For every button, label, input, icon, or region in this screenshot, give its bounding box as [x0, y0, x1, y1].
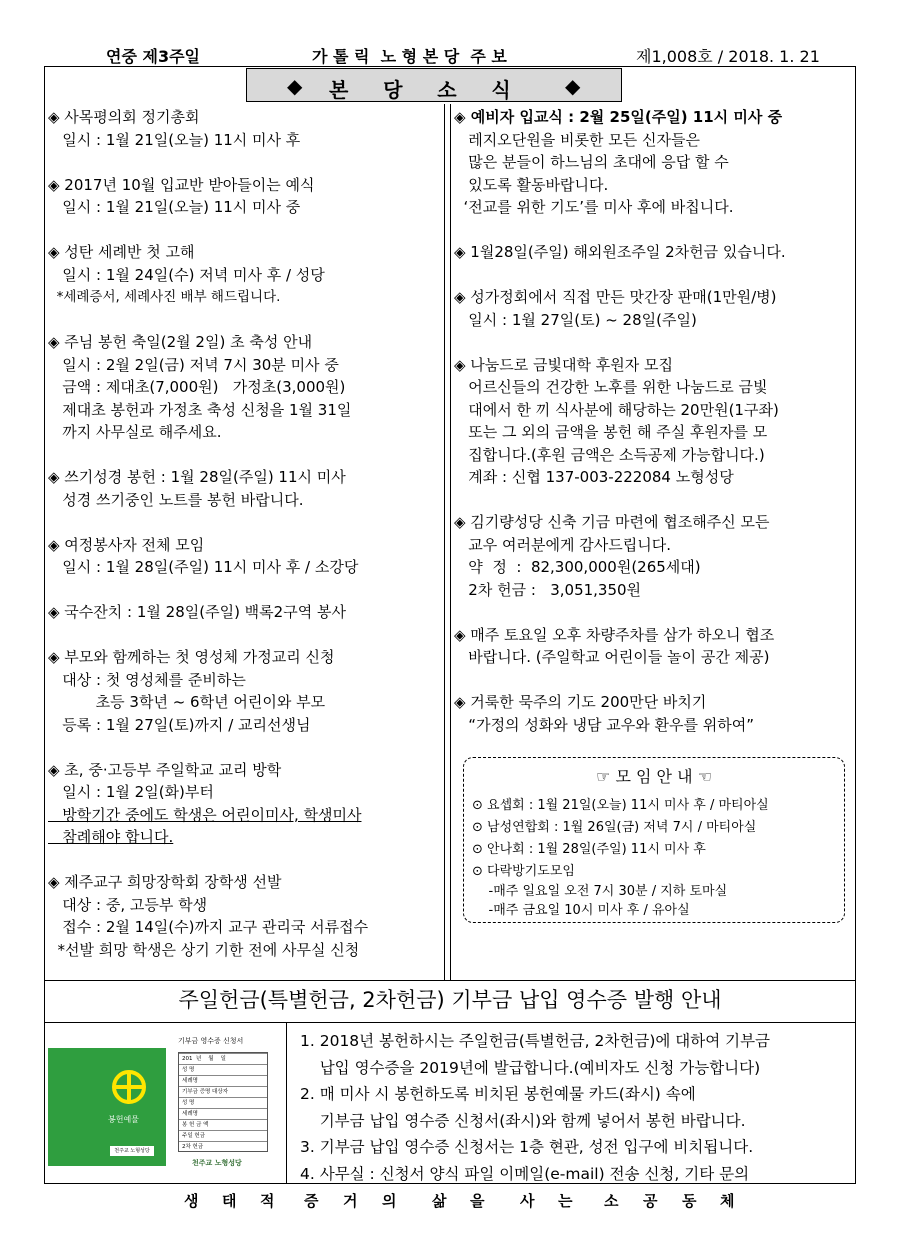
news-item-heading: ◈ 국수잔치 : 1월 28일(주일) 백록2구역 봉사: [48, 603, 346, 621]
news-item-heading: ◈ 제주교구 희망장학회 장학생 선발: [48, 873, 282, 891]
news-item-text: 접수 : 2월 14일(수)까지 교구 관리국 서류접수: [48, 918, 369, 936]
meeting-item: ⊙ 안나회 : 1월 28일(주일) 11시 미사 후: [472, 842, 706, 857]
diamond-icon: ◆: [287, 74, 303, 98]
form-row: 세례명: [179, 1075, 267, 1084]
news-item-text: 집합니다.(후원 금액은 소득공제 가능합니다.): [454, 445, 765, 464]
motto-character: 삶: [432, 1192, 447, 1210]
bulletin-title: 가 톨 릭 노 형 본 당 주 보: [312, 47, 507, 66]
news-item-heading: ◈ 성탄 세례반 첫 고해: [48, 243, 195, 261]
parish-news-banner: [246, 68, 622, 102]
motto-character: 사: [520, 1192, 535, 1210]
news-item-text: [454, 489, 854, 512]
section-divider: [44, 1022, 856, 1023]
liturgical-season: 연중 제3주일: [106, 47, 200, 66]
news-item-text: 등록 : 1월 27일(토)까지 / 교리선생님: [48, 715, 311, 734]
news-item-text: [454, 601, 854, 624]
offering-envelope-image: [48, 1048, 166, 1166]
news-item-text: [48, 849, 442, 872]
news-item-text: [454, 331, 854, 354]
news-item-text: 금액 : 제대초(7,000원) 가정초(3,000원): [48, 378, 346, 396]
news-item-text: [48, 511, 442, 534]
news-item-text: 일시 : 1월 2일(화)부터: [48, 783, 214, 801]
receipt-instruction: 기부금 납입 영수증 신청서(좌시)와 함께 넣어서 봉헌 바랍니다.: [300, 1111, 746, 1130]
form-row: 성 명: [179, 1064, 267, 1073]
news-item-text: 계좌 : 신협 137-003-222084 노형성당: [454, 468, 734, 486]
news-item-text: 어르신들의 건강한 노후를 위한 나눔드로 금빛: [454, 378, 768, 396]
news-item-text: 2차 헌금 : 3,051,350원: [454, 580, 642, 599]
form-row: 세례명: [179, 1108, 267, 1117]
motto-character: 생: [184, 1192, 199, 1210]
news-item-text: “가정의 성화와 냉담 교우와 환우를 위하여”: [454, 715, 755, 734]
column-divider: [450, 104, 451, 980]
news-item-text: 참례해야 합니다.: [48, 828, 174, 846]
form-row: 주일 헌금: [179, 1130, 267, 1139]
news-item-text: 제대초 봉헌과 가정초 축성 신청을 1월 31일: [48, 400, 352, 419]
news-item-heading: ◈ 1월28일(주일) 해외원조주일 2차헌금 있습니다.: [454, 243, 786, 261]
news-item-heading: ◈ 주님 봉헌 축일(2월 2일) 초 축성 안내: [48, 333, 313, 351]
motto-character: 공: [643, 1192, 658, 1210]
form-title: 기부금 영수증 신청서: [178, 1037, 244, 1045]
form-footer: 천주교 노형성당: [192, 1159, 242, 1167]
motto-character: 적: [260, 1192, 275, 1210]
receipt-instruction: 1. 2018년 봉헌하시는 주일헌금(특별헌금, 2차헌금)에 대하여 기부금: [300, 1032, 771, 1050]
envelope-parish-box: 천주교 노형성당: [110, 1146, 154, 1156]
meeting-item: -매주 금요일 10시 미사 후 / 유아실: [472, 903, 690, 918]
news-item-text: [48, 579, 442, 602]
section-divider: [44, 980, 856, 981]
news-item-text: [454, 264, 854, 287]
news-item-text: 많은 분들이 하느님의 초대에 응답 할 수: [454, 153, 729, 171]
news-item-text: [48, 151, 442, 174]
news-item-text: 대상 : 첫 영성체를 준비하는: [48, 670, 246, 689]
left-news-column: [48, 106, 442, 961]
receipt-instructions: [300, 1028, 770, 1187]
banner-title: 본 당 소 식: [329, 78, 511, 102]
column-divider: [444, 104, 445, 980]
form-row: 성 명: [179, 1097, 267, 1106]
meeting-item: -매주 일요일 오전 7시 30분 / 지하 토마실: [472, 884, 728, 899]
diamond-icon: ◆: [565, 74, 581, 98]
news-item-text: 일시 : 1월 24일(수) 저녁 미사 후 / 성당: [48, 265, 325, 284]
news-item-text: 대에서 한 끼 식사분에 해당하는 20만원(1구좌): [454, 400, 779, 419]
motto-character: 태: [222, 1192, 237, 1210]
receipt-instruction: 3. 기부금 납입 영수증 신청서는 1층 현관, 성전 입구에 비치됩니다.: [300, 1138, 754, 1156]
envelope-label: 봉헌예물: [108, 1115, 139, 1124]
news-item-text: [48, 219, 442, 242]
news-item-text: 교우 여러분에게 감사드립니다.: [454, 535, 671, 554]
news-item-text: [48, 736, 442, 759]
motto-character: 동: [682, 1192, 697, 1210]
news-item-text: 일시 : 1월 28일(주일) 11시 미사 후 / 소강당: [48, 558, 359, 576]
news-item-heading: ◈ 매주 토요일 오후 차량주차를 삼가 하오니 협조: [454, 625, 775, 644]
form-row: 201 년 월 일: [179, 1053, 267, 1062]
news-item-heading: ◈ 초, 중·고등부 주일학교 교리 방학: [48, 760, 282, 779]
news-item-heading: ◈ 예비자 입교식 : 2월 25일(주일) 11시 미사 중: [454, 108, 783, 126]
motto-character: 의: [382, 1192, 397, 1210]
news-item-text: 약 정 : 82,300,000원(265세대): [454, 558, 701, 576]
motto-character: 체: [720, 1192, 735, 1210]
news-item-text: [454, 219, 854, 242]
news-item-text: [48, 624, 442, 647]
receipt-instruction: 2. 매 미사 시 봉헌하도록 비치된 봉헌예물 카드(좌시) 속에: [300, 1085, 696, 1103]
issue-number: 제1,008호 / 2018. 1. 21: [636, 47, 820, 66]
news-item-text: [48, 444, 442, 467]
news-item-text: [454, 669, 854, 692]
right-news-column: [454, 106, 854, 736]
meeting-item: ⊙ 다락방기도모임: [472, 864, 575, 879]
news-item-text: 일시 : 1월 21일(오늘) 11시 미사 중: [48, 198, 301, 216]
news-item-heading: ◈ 부모와 함께하는 첫 영성체 가정교리 신청: [48, 648, 335, 666]
news-item-text: 일시 : 2월 2일(금) 저녁 7시 30분 미사 중: [48, 355, 339, 374]
news-item-text: 초등 3학년 ~ 6학년 어린이와 부모: [48, 693, 326, 711]
news-item-text: [48, 309, 442, 332]
news-item-heading: ◈ 여정봉사자 전체 모임: [48, 535, 205, 554]
motto-character: 증: [304, 1192, 319, 1210]
motto-character: 소: [604, 1192, 619, 1210]
meetings-title: ☞ 모 임 안 내 ☜: [596, 767, 712, 786]
meeting-item: ⊙ 남성연합회 : 1월 26일(금) 저녁 7시 / 마티아실: [472, 820, 757, 835]
news-item-text: 성경 쓰기중인 노트를 봉헌 바랍니다.: [48, 490, 304, 509]
news-item-text: *세례증서, 세례사진 배부 해드립니다.: [48, 289, 281, 305]
news-item-text: *선발 희망 학생은 상기 기한 전에 사무실 신청: [48, 940, 360, 959]
column-divider: [286, 1022, 287, 1184]
form-row: 기부금 증명 대상자: [179, 1086, 267, 1095]
news-item-heading: ◈ 김기량성당 신축 기금 마련에 협조해주신 모든: [454, 513, 770, 531]
news-item-text: 또는 그 외의 금액을 봉헌 해 주실 후원자를 모: [454, 423, 768, 441]
news-item-text: 대상 : 중, 고등부 학생: [48, 895, 208, 914]
news-item-heading: ◈ 2017년 10월 입교반 받아들이는 예식: [48, 175, 315, 194]
news-item-text: 일시 : 1월 27일(토) ~ 28일(주일): [454, 310, 697, 329]
receipt-instruction: 4. 사무실 : 신청서 양식 파일 이메일(e-mail) 전송 신청, 기타 문의: [300, 1164, 750, 1183]
news-item-text: ‘전교를 위한 기도’를 미사 후에 바칩니다.: [454, 198, 734, 216]
news-item-text: 바랍니다. (주일학교 어린이들 놀이 공간 제공): [454, 648, 770, 666]
news-item-heading: ◈ 사목평의회 정기총회: [48, 108, 200, 126]
receipt-form-image: [170, 1030, 276, 1170]
bulletin-header: [0, 38, 898, 68]
form-row: 2차 헌금: [179, 1141, 267, 1150]
receipt-instruction: 납입 영수증을 2019년에 발급합니다.(예비자도 신청 가능합니다): [300, 1058, 761, 1077]
form-table: [178, 1052, 268, 1152]
news-item-heading: ◈ 쓰기성경 봉헌 : 1월 28일(주일) 11시 미사: [48, 468, 346, 486]
news-item-heading: ◈ 성가정회에서 직접 만든 맛간장 판매(1만원/병): [454, 288, 777, 306]
news-item-text: 있도록 활동바랍니다.: [454, 175, 609, 194]
motto-character: 을: [470, 1192, 485, 1210]
news-item-text: 방학기간 중에도 학생은 어린이미사, 학생미사: [48, 805, 362, 824]
news-item-text: 일시 : 1월 21일(오늘) 11시 미사 후: [48, 130, 301, 149]
motto-character: 는: [558, 1192, 573, 1210]
receipt-notice-title: 주일헌금(특별헌금, 2차헌금) 기부금 납입 영수증 발행 안내: [178, 988, 722, 1012]
bulletin-motto: [0, 1190, 898, 1212]
news-item-heading: ◈ 거룩한 묵주의 기도 200만단 바치기: [454, 693, 707, 711]
meetings-box: [463, 757, 845, 923]
motto-character: 거: [343, 1192, 358, 1210]
meeting-item: ⊙ 요셉회 : 1월 21일(오늘) 11시 미사 후 / 마티아실: [472, 798, 769, 813]
news-item-text: 까지 사무실로 해주세요.: [48, 423, 222, 441]
form-row: 봉 헌 금 액: [179, 1119, 267, 1128]
news-item-heading: ◈ 나눔드로 금빛대학 후원자 모집: [454, 355, 673, 374]
news-item-text: 레지오단원을 비롯한 모든 신자들은: [454, 130, 700, 149]
envelope-logo-cross: [114, 1085, 144, 1089]
